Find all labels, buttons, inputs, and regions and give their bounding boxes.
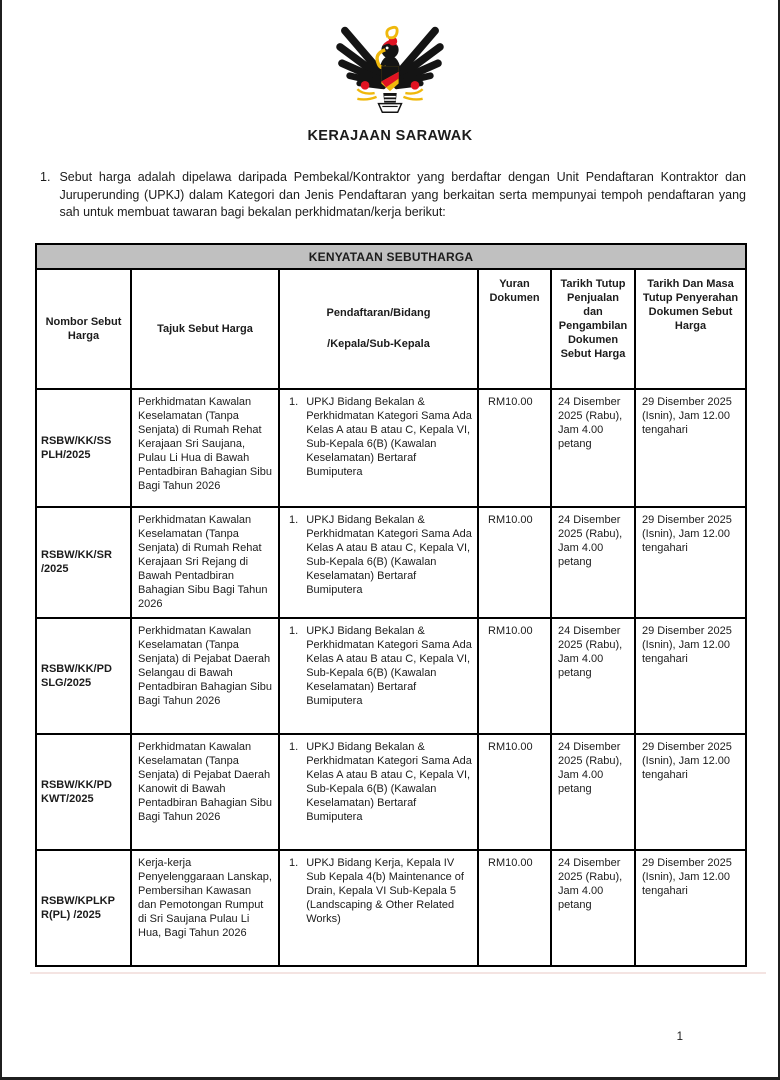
- crest-container: [2, 0, 778, 123]
- cell-pendaftaran: [280, 619, 479, 735]
- cell-pendaftaran-text: UPKJ Bidang Bekalan & Perkhidmatan Kategori Sama Ada Kelas A atau B atau C, Kepala VI, Sub-Kepala 6(B) (Kawalan Keselamatan) Bertaraf Bumiputera: [306, 740, 472, 823]
- cell-pendaftaran-number: 1.: [289, 513, 299, 526]
- col-header-tarikh-masa: Tarikh Dan Masa Tutup Penyerahan Dokumen Sebut Harga: [636, 270, 745, 390]
- cell-tarikh-tutup: 24 Disember 2025 (Rabu), Jam 4.00 petang: [552, 851, 636, 965]
- col-header-pendaftaran-line2: /Kepala/Sub-Kepala: [327, 338, 430, 350]
- cell-tajuk: Kerja-kerja Penyelenggaraan Lanskap, Pembersihan Kawasan dan Pemotongan Rumput di Sri Saujana Pulau Li Hua, Bagi Tahun 2026: [132, 851, 280, 965]
- intro-text: Sebut harga adalah dipelawa daripada Pembekal/Kontraktor yang berdaftar dengan Unit Pendaftaran Kontraktor dan Juruperunding (UPKJ) dalam Kategori dan Jenis Pendaftaran yang berkaitan serta mempunyai tempoh pendaftaran yang sah untuk membuat tawaran bagi bekalan perkhidmatan/kerja berikut:: [59, 170, 746, 219]
- table-header-row: [37, 270, 745, 390]
- table-title: KENYATAAN SEBUTHARGA: [37, 245, 745, 270]
- cell-nombor: RSBW/KK/PD KWT/2025: [37, 735, 132, 851]
- cell-tajuk: Perkhidmatan Kawalan Keselamatan (Tanpa Senjata) di Rumah Rehat Kerajaan Sri Saujana, Pulau Li Hua di Bawah Pentadbiran Bahagian Sibu Bagi Tahun 2026: [132, 390, 280, 508]
- cell-pendaftaran-text: UPKJ Bidang Bekalan & Perkhidmatan Kategori Sama Ada Kelas A atau B atau C, Kepala VI, Sub-Kepala 6(B) (Kawalan Keselamatan) Bertaraf Bumiputera: [306, 624, 472, 707]
- org-title: KERAJAAN SARAWAK: [307, 128, 473, 144]
- cell-pendaftaran-text: UPKJ Bidang Bekalan & Perkhidmatan Kategori Sama Ada Kelas A atau B atau C, Kepala VI, Sub-Kepala 6(B) (Kawalan Keselamatan) Bertaraf Bumiputera: [306, 513, 472, 596]
- cell-pendaftaran: [280, 735, 479, 851]
- cell-tarikh-tutup: 24 Disember 2025 (Rabu), Jam 4.00 petang: [552, 508, 636, 619]
- scan-artifact-line: [30, 972, 766, 974]
- cell-pendaftaran-number: 1.: [289, 856, 299, 869]
- table-row: [37, 851, 745, 965]
- cell-pendaftaran-text: UPKJ Bidang Bekalan & Perkhidmatan Kategori Sama Ada Kelas A atau B atau C, Kepala VI, Sub-Kepala 6(B) (Kawalan Keselamatan) Bertaraf Bumiputera: [306, 395, 472, 478]
- cell-nombor: RSBW/KPLKP R(PL) /2025: [37, 851, 132, 965]
- cell-tarikh-masa: 29 Disember 2025 (Isnin), Jam 12.00 tengahari: [642, 856, 732, 897]
- cell-tarikh-tutup: 24 Disember 2025 (Rabu), Jam 4.00 petang: [552, 619, 636, 735]
- cell-yuran: RM10.00: [479, 390, 552, 508]
- cell-nombor: RSBW/KK/SR /2025: [37, 508, 132, 619]
- table-row: [37, 390, 745, 508]
- intro-number: 1.: [40, 170, 51, 184]
- col-header-nombor: Nombor Sebut Harga: [37, 270, 132, 390]
- col-header-tajuk: Tajuk Sebut Harga: [132, 270, 280, 390]
- cell-yuran: RM10.00: [479, 508, 552, 619]
- cell-tarikh-masa: 29 Disember 2025 (Isnin), Jam 12.00 tengahari: [636, 390, 745, 508]
- cell-tarikh-tutup: 24 Disember 2025 (Rabu), Jam 4.00 petang: [552, 390, 636, 508]
- col-header-tarikh-tutup: Tarikh Tutup Penjualan dan Pengambilan Dokumen Sebut Harga: [552, 270, 636, 390]
- cell-pendaftaran-number: 1.: [289, 395, 299, 408]
- col-header-pendaftaran-line1: Pendaftaran/Bidang: [326, 307, 431, 319]
- cell-pendaftaran-number: 1.: [289, 740, 299, 753]
- cell-pendaftaran: [280, 508, 479, 619]
- col-header-yuran: Yuran Dokumen: [479, 270, 552, 390]
- cell-tarikh-tutup: 24 Disember 2025 (Rabu), Jam 4.00 petang: [552, 735, 636, 851]
- cell-yuran: RM10.00: [479, 735, 552, 851]
- col-header-pendaftaran: [280, 270, 479, 390]
- cell-pendaftaran-number: 1.: [289, 624, 299, 637]
- cell-tajuk: Perkhidmatan Kawalan Keselamatan (Tanpa Senjata) di Pejabat Daerah Selangau di Bawah Pentadbiran Bahagian Sibu Bagi Tahun 2026: [132, 619, 280, 735]
- cell-tarikh-masa: 29 Disember 2025 (Isnin), Jam 12.00 tengahari: [636, 619, 745, 735]
- cell-tajuk: Perkhidmatan Kawalan Keselamatan (Tanpa Senjata) di Pejabat Daerah Kanowit di Bawah Pentadbiran Bahagian Sibu Bagi Tahun 2026: [132, 735, 280, 851]
- cell-nombor: RSBW/KK/PD SLG/2025: [37, 619, 132, 735]
- quotation-table: [35, 243, 747, 967]
- table-row: [37, 508, 745, 619]
- intro-paragraph: [40, 169, 746, 222]
- cell-tajuk: Perkhidmatan Kawalan Keselamatan (Tanpa Senjata) di Rumah Rehat Kerajaan Sri Rejang di Bawah Pentadbiran Bahagian Sibu Bagi Tahun 2026: [132, 508, 280, 619]
- cell-nombor: RSBW/KK/SS PLH/2025: [37, 390, 132, 508]
- cell-yuran: RM10.00: [479, 851, 552, 965]
- cell-pendaftaran: [280, 390, 479, 508]
- table-row: [37, 619, 745, 735]
- table-row: [37, 735, 745, 851]
- page-number: 1: [676, 1031, 683, 1043]
- sarawak-coat-of-arms-icon: [331, 22, 449, 118]
- cell-tarikh-masa: 29 Disember 2025 (Isnin), Jam 12.00 tengahari: [636, 508, 745, 619]
- cell-pendaftaran: [280, 851, 479, 965]
- cell-yuran: RM10.00: [479, 619, 552, 735]
- cell-pendaftaran-text: UPKJ Bidang Kerja, Kepala IV Sub Kepala 4(b) Maintenance of Drain, Kepala VI Sub-Kepala 5 (Landscaping & Other Related Works): [306, 856, 464, 925]
- cell-tarikh-masa: 29 Disember 2025 (Isnin), Jam 12.00 tengahari: [636, 735, 745, 851]
